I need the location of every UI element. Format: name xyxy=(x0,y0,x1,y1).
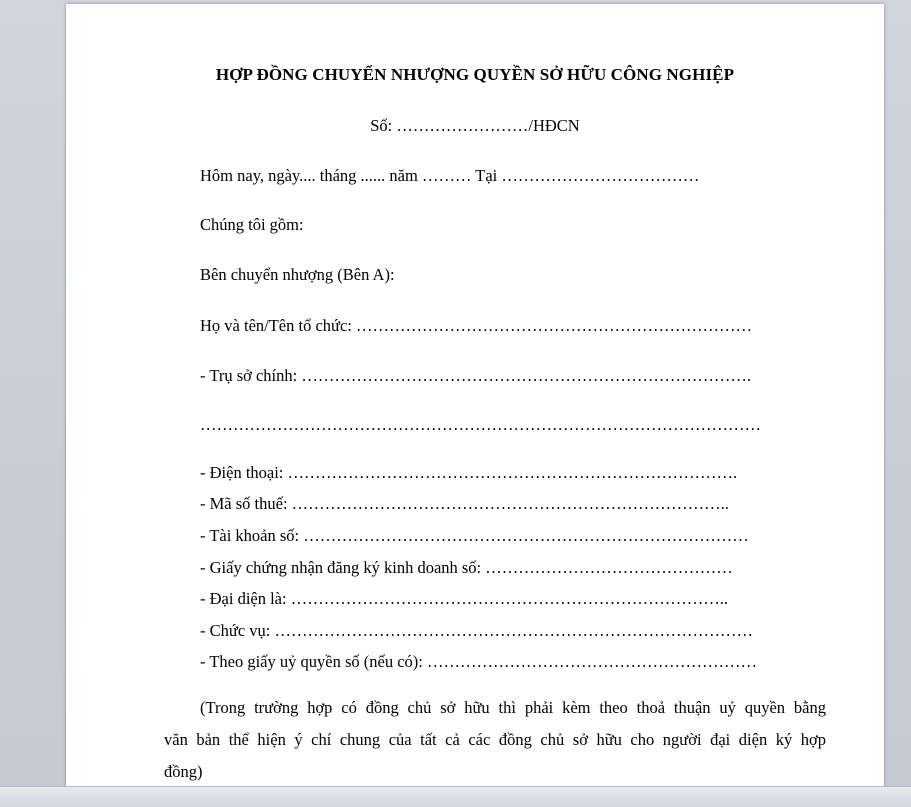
authorization-line: - Theo giấy uỷ quyền số (nếu có): …………………………………………………… xyxy=(200,652,757,671)
business-certificate-line: - Giấy chứng nhận đăng ký kinh doanh số: ……………………………………… xyxy=(200,558,733,577)
tax-code-line: - Mã số thuế: …………………………………………………………………….. xyxy=(200,494,729,513)
parties-intro: Chúng tôi gồm: xyxy=(200,215,304,234)
head-office-continuation: ………………………………………………………………………………………… xyxy=(200,415,761,434)
position-line: - Chức vụ: …………………………………………………………………………… xyxy=(200,621,753,640)
bank-account-line: - Tài khoản số: ……………………………………………………………………… xyxy=(200,526,749,545)
document-page[interactable] xyxy=(66,4,884,786)
status-bar xyxy=(0,786,911,807)
head-office-line: - Trụ sở chính: ………………………………………………………………………. xyxy=(200,366,751,385)
name-field-line: Họ và tên/Tên tổ chức: ……………………………………………………………… xyxy=(200,316,753,335)
contract-title: HỢP ĐỒNG CHUYỂN NHƯỢNG QUYỀN SỞ HỮU CÔNG NGHIỆP xyxy=(215,65,735,84)
representative-line: - Đại diện là: …………………………………………………………………….. xyxy=(200,589,728,608)
party-a-heading: Bên chuyển nhượng (Bên A): xyxy=(200,265,395,284)
date-place-line: Hôm nay, ngày.... tháng ...... năm ……… Tại ……………………………… xyxy=(200,166,700,185)
note-line-1: (Trong trường hợp có đồng chủ sở hữu thì phải kèm theo thoả thuận uỷ quyền bằng xyxy=(200,698,826,717)
note-line-3: đồng) xyxy=(164,762,203,781)
contract-number-line: Số: ……………………/HĐCN xyxy=(370,116,580,135)
co-owner-note xyxy=(164,692,826,788)
phone-line: - Điện thoại: ………………………………………………………………………. xyxy=(200,463,738,482)
note-line-2: văn bản thể hiện ý chí chung của tất cả các đồng chủ sở hữu cho người đại diện ký hợp xyxy=(164,730,826,749)
